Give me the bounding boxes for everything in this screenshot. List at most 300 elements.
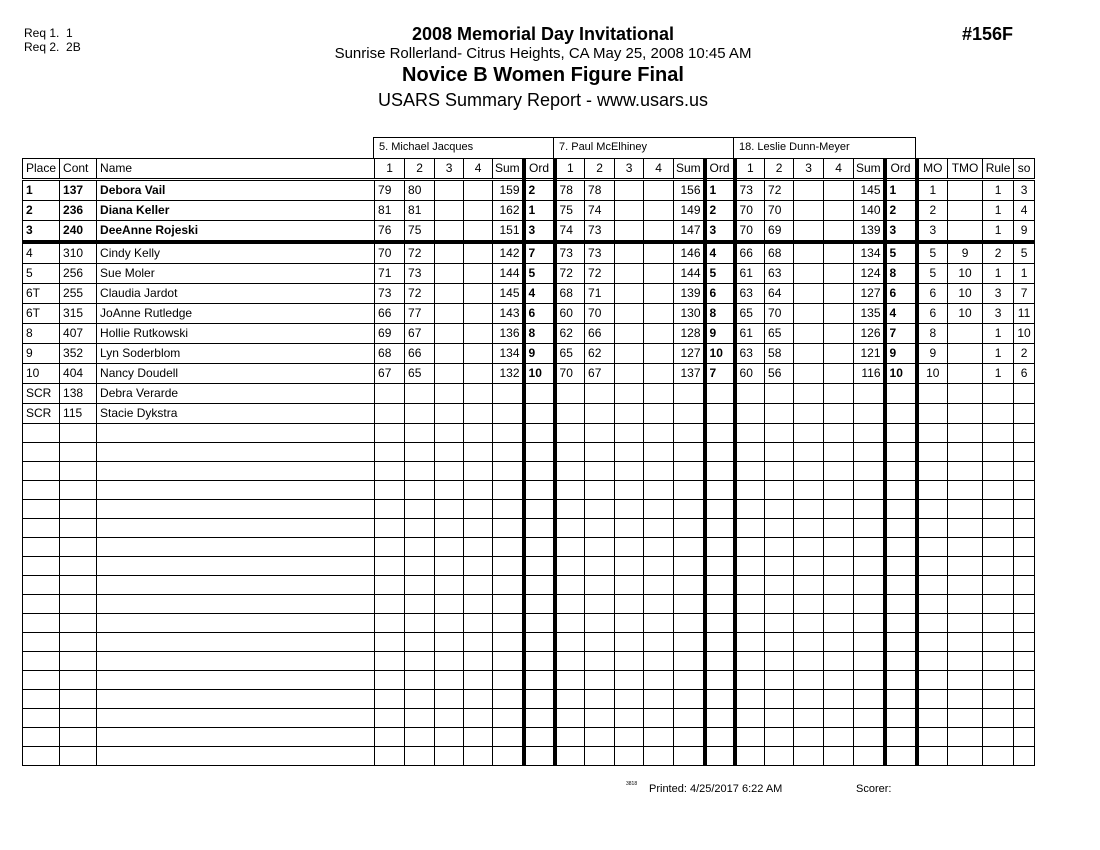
empty-cell xyxy=(97,481,375,500)
empty-cell xyxy=(435,424,464,443)
empty-cell xyxy=(674,614,705,633)
empty-cell xyxy=(23,557,60,576)
total-majority-ordinal-cell: 9 xyxy=(948,242,983,264)
judge-3-ordinal: 7 xyxy=(885,324,917,344)
judge-3-ordinal: 6 xyxy=(885,284,917,304)
judge-1-score-1: 66 xyxy=(375,304,405,324)
judge-1-score-2: 65 xyxy=(405,364,435,384)
empty-cell xyxy=(615,728,644,747)
empty-cell xyxy=(464,633,493,652)
empty-cell xyxy=(674,481,705,500)
empty-cell xyxy=(983,652,1014,671)
judge-3-score-4 xyxy=(824,304,854,324)
judge-1-score-1: 67 xyxy=(375,364,405,384)
empty-cell xyxy=(948,747,983,766)
place-cell: 2 xyxy=(23,201,60,221)
judge-2-score-2: 73 xyxy=(585,242,615,264)
judge-1-score-1 xyxy=(375,404,405,424)
empty-cell xyxy=(615,709,644,728)
total-majority-ordinal-cell xyxy=(948,221,983,243)
judge-3-score-4 xyxy=(824,242,854,264)
judge-3-score-3 xyxy=(794,180,824,201)
empty-cell xyxy=(375,500,405,519)
empty-row xyxy=(23,519,1035,538)
empty-cell xyxy=(674,519,705,538)
empty-cell xyxy=(464,424,493,443)
total-majority-ordinal-cell xyxy=(948,324,983,344)
empty-cell xyxy=(60,614,97,633)
skater-name-cell: Sue Moler xyxy=(97,264,375,284)
contestant-number-cell: 138 xyxy=(60,384,97,404)
empty-cell xyxy=(824,671,854,690)
empty-cell xyxy=(23,652,60,671)
empty-cell xyxy=(60,424,97,443)
majority-ordinal-cell: 2 xyxy=(917,201,948,221)
judge-3-score-2: 63 xyxy=(765,264,794,284)
empty-cell xyxy=(435,500,464,519)
empty-row xyxy=(23,557,1035,576)
judge-3-sum: 134 xyxy=(854,242,885,264)
total-majority-ordinal-cell xyxy=(948,180,983,201)
judge-2-sum: 144 xyxy=(674,264,705,284)
judge-3-score-2: 70 xyxy=(765,201,794,221)
empty-cell xyxy=(524,633,555,652)
contestant-number-cell: 115 xyxy=(60,404,97,424)
empty-cell xyxy=(674,747,705,766)
contestant-number-cell: 404 xyxy=(60,364,97,384)
empty-cell xyxy=(765,462,794,481)
empty-cell xyxy=(824,462,854,481)
empty-cell xyxy=(735,462,765,481)
judge-1-score-4 xyxy=(464,242,493,264)
empty-cell xyxy=(97,595,375,614)
judge-1-score-2: 80 xyxy=(405,180,435,201)
empty-cell xyxy=(464,557,493,576)
judge-2-sum: 147 xyxy=(674,221,705,243)
empty-cell xyxy=(705,538,735,557)
empty-cell xyxy=(794,690,824,709)
empty-cell xyxy=(854,500,885,519)
empty-cell xyxy=(948,652,983,671)
empty-cell xyxy=(917,424,948,443)
empty-cell xyxy=(885,538,917,557)
empty-row xyxy=(23,633,1035,652)
empty-cell xyxy=(585,747,615,766)
judge-3-score-1: 66 xyxy=(735,242,765,264)
empty-cell xyxy=(854,671,885,690)
empty-cell xyxy=(493,481,524,500)
judge-2-score-3 xyxy=(615,324,644,344)
empty-cell xyxy=(765,443,794,462)
judge-1-score-3 xyxy=(435,242,464,264)
judge-2-sum xyxy=(674,404,705,424)
empty-cell xyxy=(948,500,983,519)
empty-cell xyxy=(854,462,885,481)
empty-cell xyxy=(524,728,555,747)
empty-cell xyxy=(60,728,97,747)
requirement-label: Req 2. xyxy=(24,40,60,54)
empty-cell xyxy=(97,443,375,462)
empty-cell xyxy=(917,443,948,462)
empty-row xyxy=(23,443,1035,462)
judge-1-sum: 143 xyxy=(493,304,524,324)
results-body xyxy=(23,159,1035,766)
requirement-value: 2B xyxy=(66,40,81,54)
empty-cell xyxy=(735,671,765,690)
judge-2-sum: 130 xyxy=(674,304,705,324)
judge-1-score-2: 66 xyxy=(405,344,435,364)
empty-cell xyxy=(60,690,97,709)
empty-cell xyxy=(435,595,464,614)
empty-cell xyxy=(615,633,644,652)
rule-cell: 1 xyxy=(983,180,1014,201)
empty-cell xyxy=(375,747,405,766)
empty-cell xyxy=(705,481,735,500)
judge-2-score-3 xyxy=(615,404,644,424)
empty-cell xyxy=(765,709,794,728)
empty-cell xyxy=(435,709,464,728)
judge-3-sum: 121 xyxy=(854,344,885,364)
empty-cell xyxy=(585,481,615,500)
judge-2-score-3 xyxy=(615,364,644,384)
empty-cell xyxy=(948,443,983,462)
empty-cell xyxy=(375,614,405,633)
judge-2-score-4 xyxy=(644,180,674,201)
col-cont: Cont xyxy=(60,159,97,180)
judge-1-score-4 xyxy=(464,264,493,284)
judge-2-ordinal: 10 xyxy=(705,344,735,364)
empty-cell xyxy=(555,500,585,519)
empty-cell xyxy=(60,595,97,614)
empty-cell xyxy=(493,728,524,747)
empty-cell xyxy=(1014,443,1035,462)
empty-cell xyxy=(97,557,375,576)
judge-3-score-3 xyxy=(794,264,824,284)
empty-cell xyxy=(405,500,435,519)
judge-3-score-4 xyxy=(824,404,854,424)
empty-cell xyxy=(948,633,983,652)
judge-2-score-2: 62 xyxy=(585,344,615,364)
empty-cell xyxy=(524,671,555,690)
empty-cell xyxy=(23,519,60,538)
empty-cell xyxy=(1014,690,1035,709)
rule-cell: 2 xyxy=(983,242,1014,264)
empty-cell xyxy=(615,595,644,614)
judge-3-score-2: 64 xyxy=(765,284,794,304)
majority-ordinal-cell: 6 xyxy=(917,284,948,304)
judge-3-sum: 124 xyxy=(854,264,885,284)
empty-cell xyxy=(615,462,644,481)
empty-cell xyxy=(735,709,765,728)
judge-2-score-4 xyxy=(644,284,674,304)
results-table xyxy=(22,158,1035,766)
empty-cell xyxy=(824,728,854,747)
judge-1-score-3 xyxy=(435,264,464,284)
empty-cell xyxy=(705,519,735,538)
empty-cell xyxy=(524,424,555,443)
empty-cell xyxy=(983,576,1014,595)
column-header-row xyxy=(23,159,1035,180)
empty-cell xyxy=(854,709,885,728)
table-row xyxy=(23,180,1035,201)
judge-3-score-1 xyxy=(735,384,765,404)
empty-cell xyxy=(405,557,435,576)
empty-cell xyxy=(97,633,375,652)
empty-cell xyxy=(983,538,1014,557)
judge-2-score-1: 74 xyxy=(555,221,585,243)
empty-row xyxy=(23,462,1035,481)
rule-cell: 1 xyxy=(983,344,1014,364)
empty-cell xyxy=(615,538,644,557)
empty-cell xyxy=(405,481,435,500)
empty-cell xyxy=(375,424,405,443)
empty-cell xyxy=(917,519,948,538)
empty-cell xyxy=(555,424,585,443)
empty-cell xyxy=(885,500,917,519)
empty-cell xyxy=(60,576,97,595)
empty-cell xyxy=(983,747,1014,766)
judge-3-score-3 xyxy=(794,201,824,221)
empty-cell xyxy=(375,538,405,557)
empty-cell xyxy=(405,690,435,709)
empty-cell xyxy=(917,462,948,481)
empty-cell xyxy=(765,481,794,500)
col-j1-2: 2 xyxy=(405,159,435,180)
judge-2-score-1: 73 xyxy=(555,242,585,264)
empty-cell xyxy=(765,652,794,671)
empty-cell xyxy=(60,747,97,766)
empty-cell xyxy=(705,671,735,690)
empty-cell xyxy=(983,690,1014,709)
judge-1-score-3 xyxy=(435,221,464,243)
empty-cell xyxy=(97,728,375,747)
judge-2-score-4 xyxy=(644,384,674,404)
empty-cell xyxy=(1014,481,1035,500)
event-name: Novice B Women Figure Final xyxy=(402,64,684,86)
empty-cell xyxy=(585,424,615,443)
empty-cell xyxy=(983,500,1014,519)
col-j3-3: 3 xyxy=(794,159,824,180)
empty-cell xyxy=(97,614,375,633)
empty-cell xyxy=(854,538,885,557)
judge-3-score-3 xyxy=(794,344,824,364)
skater-name-cell: Claudia Jardot xyxy=(97,284,375,304)
empty-cell xyxy=(948,576,983,595)
empty-cell xyxy=(493,500,524,519)
judge-3-score-2 xyxy=(765,404,794,424)
empty-cell xyxy=(97,747,375,766)
judge-2-ordinal: 2 xyxy=(705,201,735,221)
judge-2-score-2: 73 xyxy=(585,221,615,243)
majority-ordinal-cell: 10 xyxy=(917,364,948,384)
judge-1-sum: 144 xyxy=(493,264,524,284)
judge-2-ordinal xyxy=(705,384,735,404)
empty-cell xyxy=(585,443,615,462)
empty-cell xyxy=(824,500,854,519)
empty-cell xyxy=(585,538,615,557)
empty-cell xyxy=(1014,424,1035,443)
empty-cell xyxy=(917,614,948,633)
empty-cell xyxy=(705,747,735,766)
empty-row xyxy=(23,614,1035,633)
empty-cell xyxy=(1014,709,1035,728)
empty-cell xyxy=(885,709,917,728)
empty-cell xyxy=(794,557,824,576)
judge-3-score-4 xyxy=(824,180,854,201)
empty-cell xyxy=(644,462,674,481)
empty-cell xyxy=(983,519,1014,538)
col-j1-1: 1 xyxy=(375,159,405,180)
empty-cell xyxy=(983,424,1014,443)
judge-1-score-1: 79 xyxy=(375,180,405,201)
empty-cell xyxy=(493,576,524,595)
judge-2-score-1: 60 xyxy=(555,304,585,324)
judge-1-score-2: 67 xyxy=(405,324,435,344)
judge-3-score-1: 65 xyxy=(735,304,765,324)
judge-2-score-1: 70 xyxy=(555,364,585,384)
empty-cell xyxy=(23,576,60,595)
majority-ordinal-cell: 9 xyxy=(917,344,948,364)
judge-3-sum xyxy=(854,404,885,424)
start-order-cell: 3 xyxy=(1014,180,1035,201)
empty-cell xyxy=(464,614,493,633)
judge-3-score-4 xyxy=(824,284,854,304)
place-cell: 1 xyxy=(23,180,60,201)
empty-cell xyxy=(644,709,674,728)
judge-3-score-4 xyxy=(824,384,854,404)
contestant-number-cell: 352 xyxy=(60,344,97,364)
empty-cell xyxy=(615,671,644,690)
empty-cell xyxy=(885,557,917,576)
empty-cell xyxy=(524,481,555,500)
judge-3-score-2: 68 xyxy=(765,242,794,264)
judge-1-sum: 151 xyxy=(493,221,524,243)
judge-2-sum: 137 xyxy=(674,364,705,384)
empty-cell xyxy=(524,690,555,709)
skater-name-cell: Diana Keller xyxy=(97,201,375,221)
total-majority-ordinal-cell: 10 xyxy=(948,284,983,304)
judge-header-1: 5. Michael Jacques xyxy=(373,137,554,158)
majority-ordinal-cell xyxy=(917,384,948,404)
col-tmo: TMO xyxy=(948,159,983,180)
judge-2-score-3 xyxy=(615,201,644,221)
rule-cell xyxy=(983,404,1014,424)
majority-ordinal-cell: 3 xyxy=(917,221,948,243)
judge-3-score-3 xyxy=(794,324,824,344)
empty-cell xyxy=(493,424,524,443)
empty-cell xyxy=(794,709,824,728)
empty-cell xyxy=(885,576,917,595)
empty-cell xyxy=(555,633,585,652)
empty-cell xyxy=(585,709,615,728)
empty-cell xyxy=(555,709,585,728)
empty-row xyxy=(23,595,1035,614)
judge-3-sum: 116 xyxy=(854,364,885,384)
judge-3-ordinal xyxy=(885,384,917,404)
empty-cell xyxy=(735,500,765,519)
empty-cell xyxy=(1014,538,1035,557)
empty-cell xyxy=(794,671,824,690)
empty-cell xyxy=(674,500,705,519)
judge-2-ordinal: 6 xyxy=(705,284,735,304)
judge-2-score-4 xyxy=(644,324,674,344)
table-row xyxy=(23,384,1035,404)
empty-cell xyxy=(705,462,735,481)
empty-cell xyxy=(524,557,555,576)
empty-cell xyxy=(435,576,464,595)
empty-cell xyxy=(615,481,644,500)
empty-row xyxy=(23,690,1035,709)
empty-cell xyxy=(524,652,555,671)
judge-1-score-2: 73 xyxy=(405,264,435,284)
start-order-cell: 5 xyxy=(1014,242,1035,264)
empty-cell xyxy=(824,576,854,595)
col-j2-1: 1 xyxy=(555,159,585,180)
report-line: USARS Summary Report - www.usars.us xyxy=(377,90,709,110)
empty-cell xyxy=(375,462,405,481)
empty-cell xyxy=(585,652,615,671)
empty-cell xyxy=(794,747,824,766)
empty-cell xyxy=(615,614,644,633)
requirement-label: Req 1. xyxy=(24,26,60,40)
skater-name-cell: Cindy Kelly xyxy=(97,242,375,264)
judge-3-sum: 127 xyxy=(854,284,885,304)
col-j3-sum: Sum xyxy=(854,159,885,180)
empty-cell xyxy=(555,443,585,462)
empty-cell xyxy=(60,709,97,728)
start-order-cell: 2 xyxy=(1014,344,1035,364)
judge-3-score-3 xyxy=(794,284,824,304)
judge-2-score-1: 72 xyxy=(555,264,585,284)
empty-cell xyxy=(674,443,705,462)
majority-ordinal-cell: 8 xyxy=(917,324,948,344)
empty-cell xyxy=(854,519,885,538)
empty-cell xyxy=(885,519,917,538)
judge-2-score-1: 78 xyxy=(555,180,585,201)
empty-row xyxy=(23,538,1035,557)
judge-1-score-4 xyxy=(464,284,493,304)
empty-cell xyxy=(644,443,674,462)
place-cell: 4 xyxy=(23,242,60,264)
empty-cell xyxy=(674,576,705,595)
judge-1-sum xyxy=(493,384,524,404)
col-j1-ord: Ord xyxy=(524,159,555,180)
empty-cell xyxy=(917,538,948,557)
judge-1-score-4 xyxy=(464,180,493,201)
empty-cell xyxy=(375,728,405,747)
empty-cell xyxy=(60,443,97,462)
judge-3-sum: 145 xyxy=(854,180,885,201)
empty-cell xyxy=(948,424,983,443)
empty-cell xyxy=(735,519,765,538)
empty-cell xyxy=(435,728,464,747)
judge-3-score-2: 69 xyxy=(765,221,794,243)
empty-cell xyxy=(615,690,644,709)
empty-cell xyxy=(885,633,917,652)
empty-cell xyxy=(23,614,60,633)
table-row xyxy=(23,221,1035,243)
empty-cell xyxy=(765,671,794,690)
majority-ordinal-cell: 6 xyxy=(917,304,948,324)
empty-cell xyxy=(885,595,917,614)
empty-cell xyxy=(493,747,524,766)
empty-cell xyxy=(493,690,524,709)
judge-2-score-3 xyxy=(615,242,644,264)
empty-cell xyxy=(375,481,405,500)
event-number: #156F xyxy=(962,24,1014,44)
empty-cell xyxy=(644,481,674,500)
empty-cell xyxy=(794,652,824,671)
